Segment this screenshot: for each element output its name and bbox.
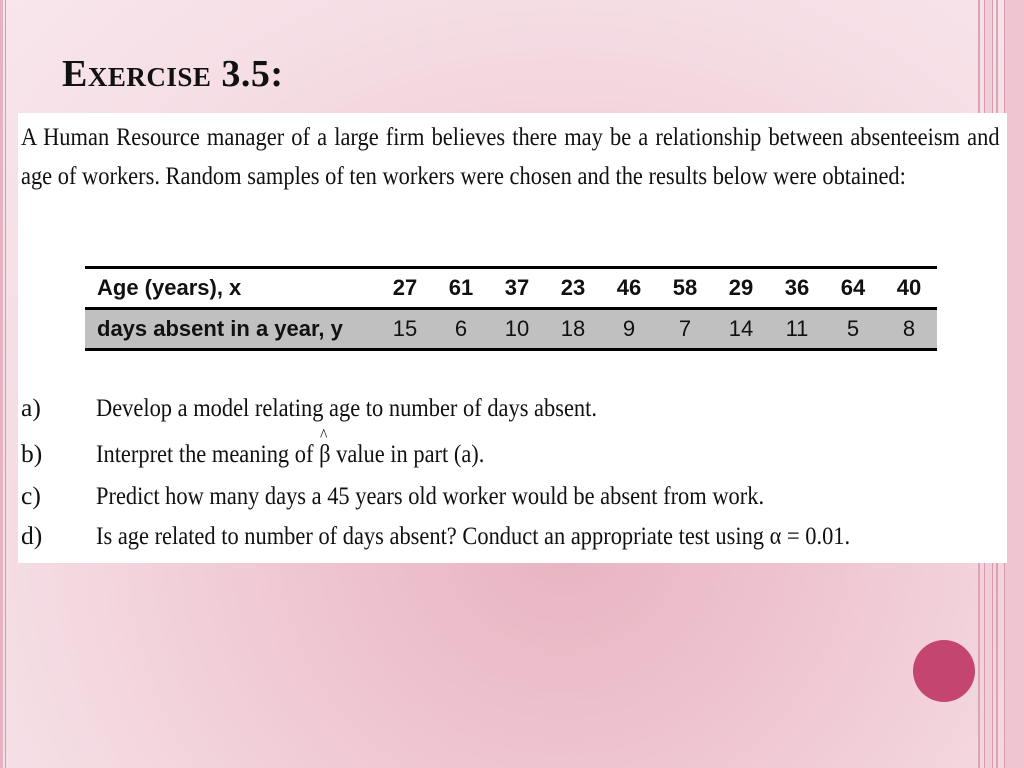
table-cell: 40 (881, 268, 937, 309)
decorative-dot (913, 640, 975, 702)
table-cell: 61 (433, 268, 489, 309)
question-label: a) (21, 393, 41, 422)
table-cell: 36 (769, 268, 825, 309)
table-row-days-absent (85, 309, 937, 350)
table-cell: 23 (545, 268, 601, 309)
question-text: Is age related to number of days absent? Conduct an appropriate test using α = 0.01. (96, 521, 851, 550)
table-cell: 15 (377, 309, 433, 350)
table-cell: 58 (657, 268, 713, 309)
table-cell: 7 (657, 309, 713, 350)
question-label: b) (21, 439, 43, 468)
question-text-after: value in part (a). (336, 439, 485, 468)
table-cell: 9 (601, 309, 657, 350)
table-cell: 18 (545, 309, 601, 350)
intro-paragraph: A Human Resource manager of a large firm believes there may be a relationship between absenteeism and age of workers. Random samples of ten workers were chosen and the results below were obtained: (21, 122, 1000, 190)
question-text: Predict how many days a 45 years old worker would be absent from work. (96, 481, 765, 510)
table-cell: 29 (713, 268, 769, 309)
table-cell: 27 (377, 268, 433, 309)
left-border-line (0, 0, 3, 768)
table-cell: 8 (881, 309, 937, 350)
row-label-age: Age (years), x (85, 268, 377, 309)
row-label-days-absent: days absent in a year, y (85, 309, 377, 350)
left-border-line (5, 0, 6, 768)
question-text (96, 439, 484, 469)
table-cell: 5 (825, 309, 881, 350)
question-label: c) (21, 481, 41, 510)
table-cell: 64 (825, 268, 881, 309)
beta-hat-symbol: ^ β (319, 439, 330, 469)
table-row-age (85, 268, 937, 309)
table-cell: 11 (769, 309, 825, 350)
exercise-panel (18, 113, 1007, 563)
question-text-before: Interpret the meaning of (96, 439, 314, 468)
table-cell: 14 (713, 309, 769, 350)
data-table (85, 266, 937, 351)
table-cell: 10 (489, 309, 545, 350)
table-cell: 46 (601, 268, 657, 309)
right-border-band (1004, 0, 1024, 768)
question-label: d) (21, 521, 43, 550)
question-text: Develop a model relating age to number of days absent. (96, 393, 598, 422)
table-cell: 37 (489, 268, 545, 309)
table-cell: 6 (433, 309, 489, 350)
slide-title: Exercise 3.5: (62, 53, 284, 95)
